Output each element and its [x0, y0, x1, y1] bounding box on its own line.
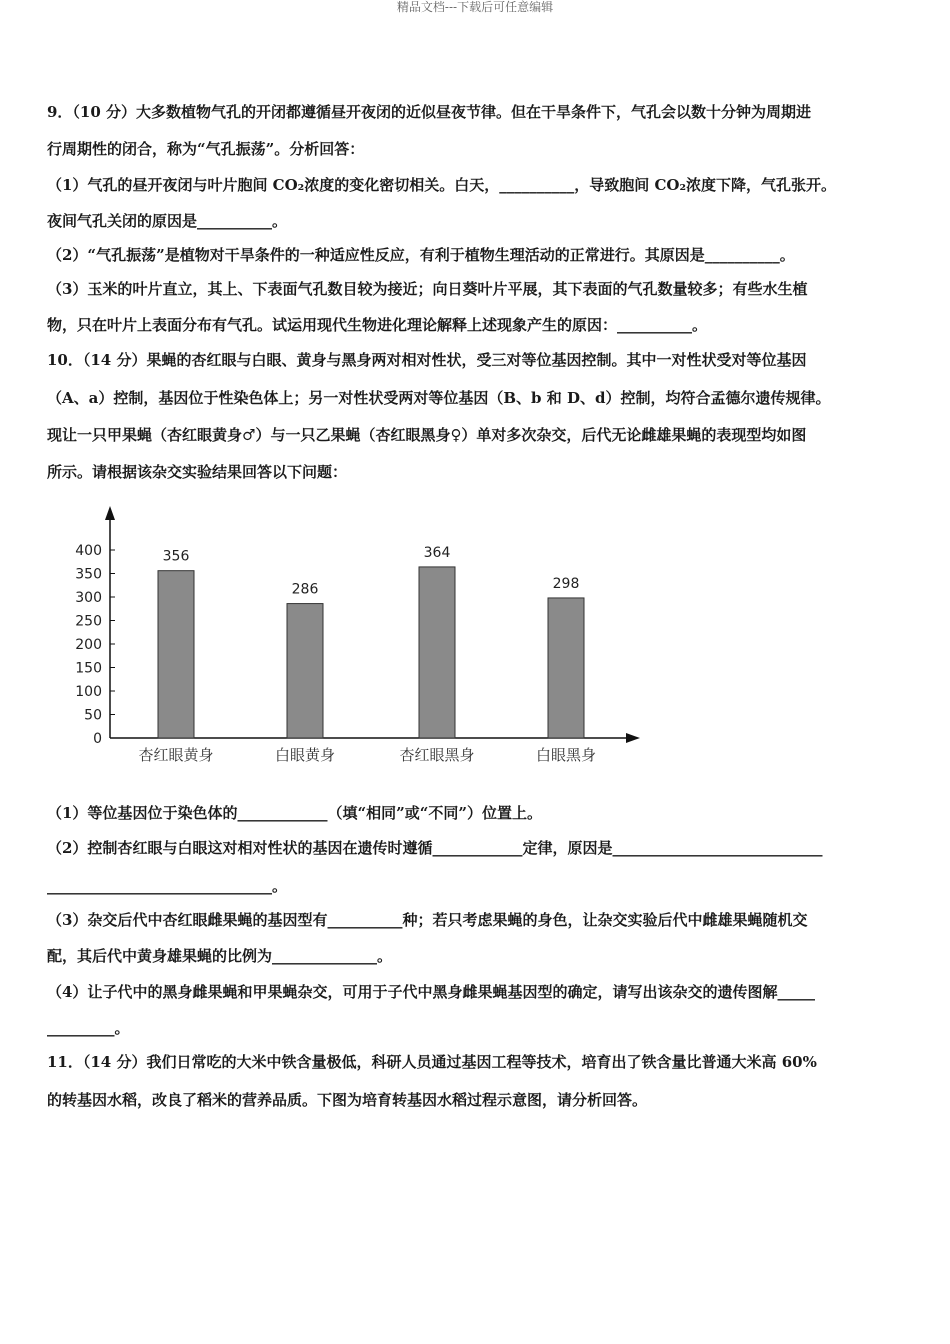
data-label: 364	[423, 544, 451, 561]
q10-sub4-line-2: _________。	[47, 1019, 130, 1037]
q11-line-2: 的转基因水稻，改良了稻米的营养品质。下图为培育转基因水稻过程示意图，请分析回答。	[47, 1091, 648, 1109]
y-tick-label: 100	[75, 684, 102, 700]
q10-line-3: 现让一只甲果蝇（杏红眼黄身♂）与一只乙果蝇（杏红眼黑身♀）单对多次杂交，后代无论雌雄果蝇的表现型均如图	[47, 426, 807, 444]
page-header: 精品文档---下载后可任意编辑	[396, 0, 554, 14]
y-tick-label: 400	[75, 543, 102, 559]
q10-sub3-line-2: 配，其后代中黄身雄果蝇的比例为______________。	[47, 947, 393, 965]
q9-sub3-line-1: （3）玉米的叶片直立，其上、下表面气孔数目较为接近；向日葵叶片平展，其下表面的气孔数量较多；有些水生植	[47, 280, 808, 298]
q9-line-2: 行周期性的闭合，称为“气孔振荡”。分析回答：	[47, 140, 365, 158]
q9-sub2: （2）“气孔振荡”是植物对干旱条件的一种适应性反应，有利于植物生理活动的正常进行。其原因是__________。	[47, 246, 795, 264]
bar-chart-svg	[60, 500, 660, 770]
x-axis-arrow	[626, 733, 640, 743]
x-category-label: 白眼黑身	[535, 746, 597, 764]
q10-sub2-line-1: （2）控制杏红眼与白眼这对相对性状的基因在遗传时遵循____________定律，原因是____________________________	[47, 839, 823, 857]
q9-sub3-line-2: 物，只在叶片上表面分布有气孔。试运用现代生物进化理论解释上述现象产生的原因：__________。	[47, 316, 708, 334]
y-tick-label: 150	[75, 660, 102, 677]
y-tick-label: 300	[75, 590, 102, 606]
y-tick-label: 50	[84, 707, 102, 724]
q9-sub1-line-1: （1）气孔的昼开夜闭与叶片胞间 CO₂浓度的变化密切相关。白天，__________，导致胞间 CO₂浓度下降，气孔张开。	[47, 176, 837, 194]
y-tick-label: 200	[75, 637, 102, 653]
q10-sub4-line-1: （4）让子代中的黑身雌果蝇和甲果蝇杂交，可用于子代中黑身雌果蝇基因型的确定，请写出该杂交的遗传图解_____	[47, 983, 815, 1001]
data-label: 356	[162, 548, 190, 565]
q10-sub2-line-2: ______________________________。	[47, 877, 288, 895]
q10-line-4: 所示。请根据该杂交实验结果回答以下问题：	[47, 463, 348, 481]
q10-line-1: 10．（14 分）果蝇的杏红眼与白眼、黄身与黑身两对相对性状，受三对等位基因控制。其中一对性状受对等位基因	[47, 351, 807, 369]
data-label: 286	[291, 581, 319, 598]
y-tick-label: 250	[75, 613, 102, 630]
q9-line-1: 9．（10 分）大多数植物气孔的开闭都遵循昼开夜闭的近似昼夜节律。但在干旱条件下，气孔会以数十分钟为周期进	[47, 103, 812, 121]
bar-1	[158, 571, 194, 738]
y-axis-arrow	[105, 506, 115, 520]
y-tick-label: 350	[75, 566, 102, 583]
bar-2	[287, 604, 323, 738]
y-tick-label: 0	[93, 731, 102, 747]
bar-chart	[60, 500, 660, 770]
q9-sub1-line-2: 夜间气孔关闭的原因是__________。	[47, 212, 288, 230]
x-category-label: 白眼黄身	[274, 746, 336, 764]
x-category-label: 杏红眼黄身	[138, 746, 214, 764]
data-label: 298	[552, 575, 580, 592]
q10-sub3-line-1: （3）杂交后代中杏红眼雌果蝇的基因型有__________种；若只考虑果蝇的身色，让杂交实验后代中雌雄果蝇随机交	[47, 911, 808, 929]
q11-line-1: 11．（14 分）我们日常吃的大米中铁含量极低，科研人员通过基因工程等技术，培育出了铁含量比普通大米高 60%	[47, 1053, 817, 1071]
x-category-label: 杏红眼黑身	[399, 746, 475, 764]
bar-4	[548, 598, 584, 738]
bar-3	[419, 567, 455, 738]
q10-line-2: （A、a）控制，基因位于性染色体上；另一对性状受两对等位基因（B、b 和 D、d）控制，均符合孟德尔遗传规律。	[47, 389, 831, 407]
q10-sub1: （1）等位基因位于染色体的____________（填“相同”或“不同”）位置上。	[47, 804, 542, 822]
